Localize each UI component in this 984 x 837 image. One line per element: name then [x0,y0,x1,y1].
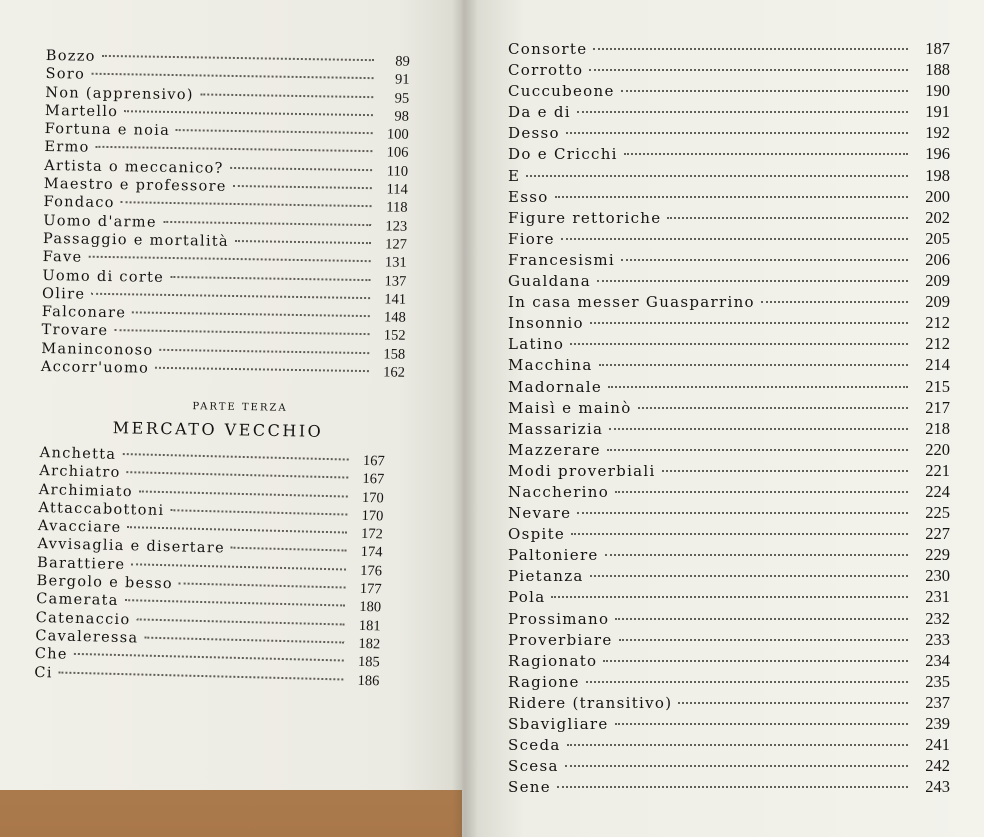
toc-entry-title: Uomo di corte [42,267,165,286]
toc-entry-page-number: 187 [925,39,950,58]
toc-entry-page-number: 209 [925,271,950,291]
toc-entry [508,776,950,797]
toc-entry-page-number: 182 [358,635,381,653]
toc-entry-page-number: 214 [925,355,950,375]
toc-entry-title: Martello [44,102,119,121]
toc-entry [508,333,950,354]
toc-entry-title: Do e Cricchi [508,145,618,164]
toc-entry-title: Ragione [508,672,580,691]
toc-entry [508,650,950,671]
toc-entry-title: Insonnio [508,314,584,333]
toc-entry [508,186,950,207]
toc-entry-title: Sceda [508,736,561,755]
toc-entry-page-number: 110 [386,163,409,180]
dot-leader [230,167,372,171]
toc-entry-page-number: 232 [925,608,950,628]
toc-entry-title: Cuccubeone [508,82,615,101]
toc-entry-page-number: 237 [925,692,950,712]
dot-leader [121,202,372,208]
toc-entry-page-number: 239 [925,714,950,733]
toc-entry-title: Avacciare [37,518,122,537]
toc-entry-page-number: 98 [394,108,410,125]
toc-entry [508,734,950,755]
toc-entry-page-number: 167 [362,471,385,488]
toc-entry [508,439,950,460]
toc-entry-title: Catenaccio [35,609,131,628]
toc-entry-page-number: 242 [925,756,950,776]
toc-entry [508,101,950,122]
dot-leader [571,533,908,535]
toc-entry-page-number: 224 [925,481,950,501]
toc-entry-title: Soro [45,66,86,83]
toc-entry [508,713,950,734]
toc-entry-title: Non (apprensivo) [45,84,194,103]
dot-leader [170,509,347,515]
dot-leader [159,349,369,354]
toc-entry-page-number: 167 [362,452,385,470]
dot-leader [91,293,370,299]
dot-leader [624,153,908,155]
toc-entry-title: Sbavigliare [508,715,609,733]
toc-entry [508,143,950,164]
dot-leader [155,367,369,372]
toc-entry-page-number: 170 [361,489,384,507]
dot-leader [593,48,908,50]
toc-entry-title: Maninconoso [41,340,154,359]
toc-entry-page-number: 172 [360,526,384,543]
toc-entry-page-number: 174 [360,544,383,561]
toc-entry [508,586,950,607]
toc-entry-title: Fiore [508,229,555,248]
dot-leader [127,471,349,478]
dot-leader [124,110,373,116]
dot-leader [619,639,908,641]
dot-leader [586,681,908,683]
toc-entry [508,418,950,439]
toc-entry-title: Madornale [508,377,603,396]
dot-leader [678,702,908,704]
toc-entry [508,207,950,228]
toc-entry-title: Che [34,646,68,664]
toc-entry-page-number: 221 [925,460,950,480]
dot-leader [603,660,908,662]
dot-leader [567,744,908,746]
toc-entry-title: Pola [508,588,546,607]
toc-entry-title: Macchina [508,356,593,375]
toc-entry-page-number: 114 [386,181,408,198]
toc-entry-page-number: 198 [925,165,950,185]
dot-leader [615,723,908,725]
toc-entry-page-number: 234 [925,650,950,670]
toc-entry [508,523,950,544]
toc-entry-title: Da e di [508,103,571,122]
toc-entry-title: Mazzerare [508,440,601,459]
dot-leader [577,111,908,113]
toc-entry [508,397,950,418]
dot-leader [551,596,908,598]
toc-entry-page-number: 177 [359,580,382,598]
toc-entry-page-number: 185 [357,654,380,671]
toc-entry-title: Gualdana [508,272,591,291]
toc-entry [508,692,950,713]
toc-entry-title: Pietanza [508,567,584,586]
toc-entry [508,608,950,629]
dot-leader [233,185,372,189]
toc-entry-page-number: 192 [925,123,950,143]
dot-leader [179,583,346,589]
dot-leader [59,671,344,680]
toc-entry-title: Passaggio e mortalità [42,230,230,250]
toc-entry [508,502,950,523]
toc-entry [508,671,950,692]
toc-entry-page-number: 212 [925,313,950,333]
toc-entry-title: Artista o meccanico? [44,157,224,177]
toc-entry-page-number: 212 [925,334,950,354]
toc-entry-page-number: 95 [394,90,410,107]
dot-leader [599,364,908,366]
dot-leader [131,563,346,570]
toc-entry [508,544,950,565]
dot-leader [570,343,908,345]
dot-leader [761,301,908,303]
dot-leader [615,491,908,493]
toc-entry-page-number: 220 [925,439,950,459]
toc-entry [508,122,950,143]
toc-entry [508,228,950,249]
toc-entry-title: Francesismi [508,250,615,269]
dot-leader [144,637,344,644]
toc-entry-page-number: 188 [925,60,950,80]
toc-entry-title: Desso [508,124,560,143]
toc-entry-title: Nevare [508,504,572,523]
dot-leader [590,575,908,577]
toc-entry [508,376,950,397]
toc-entry-page-number: 181 [358,617,381,635]
dot-leader [96,146,373,152]
toc-entry [508,270,950,291]
toc-entry-title: Anchetta [39,444,117,463]
toc-entry-title: Proverbiare [508,630,613,649]
dot-leader [102,55,374,61]
toc-entry-title: Figure rettoriche [508,208,662,227]
toc-entry-page-number: 127 [385,236,408,253]
toc-entry-page-number: 205 [925,228,950,248]
toc-entry-title: Maisì e mainò [508,398,632,417]
toc-entry-title: Fave [42,249,83,266]
toc-entry [508,249,950,270]
dot-leader [621,259,908,261]
toc-entry-title: Ospite [508,525,566,544]
dot-leader [667,217,908,219]
toc-entry-page-number: 206 [925,249,950,269]
dot-leader [114,330,369,336]
toc-entry-title: E [508,166,521,185]
toc-entry-page-number: 137 [384,272,407,290]
dot-leader [132,312,370,318]
dot-leader [590,322,908,324]
toc-entry [508,312,950,333]
toc-entry-page-number: 152 [383,327,406,345]
toc-entry-page-number: 141 [384,291,407,308]
toc-entry [508,80,950,101]
toc-entry [508,460,950,481]
toc-entry [508,354,950,375]
toc-entry-page-number: 186 [357,672,380,689]
toc-entry-title: Massarizia [508,419,604,438]
toc-entry-page-number: 190 [925,81,950,101]
toc-entry-title: Archiatro [39,463,121,482]
dot-leader [235,240,371,244]
dot-leader [597,280,908,282]
dot-leader [609,428,908,430]
dot-leader [566,132,908,134]
toc-entry-title: Modi proverbiali [508,461,656,480]
dot-leader [615,618,908,620]
toc-entry-page-number: 241 [925,735,950,755]
toc-entry-title: Ci [34,664,53,681]
toc-entry-title: Fortuna e noia [44,121,171,140]
dot-leader [577,512,908,514]
toc-entry-page-number: 230 [925,566,950,586]
toc-entry [508,565,950,586]
toc-entry-title: Barattiere [36,554,126,573]
dot-leader [555,196,908,198]
toc-list-left-top [41,47,410,382]
toc-entry-title: Sene [508,778,551,797]
dot-leader [561,238,908,240]
part-label: PARTE TERZA [192,401,288,414]
toc-entry-title: Fondaco [43,194,115,212]
toc-entry-page-number: 91 [394,71,410,89]
dot-leader [122,453,348,461]
dot-leader [136,618,344,625]
toc-entry-title: Camerata [36,591,119,610]
dot-leader [139,490,348,497]
toc-entry-page-number: 176 [360,562,383,580]
toc-entry-page-number: 229 [925,545,950,565]
toc-entry-title: Trovare [41,322,109,340]
dot-leader [231,547,347,552]
toc-entry-page-number: 235 [925,671,950,691]
toc-entry-page-number: 227 [925,524,950,544]
dot-leader [163,221,371,226]
toc-entry-page-number: 209 [925,292,950,312]
dot-leader [638,407,908,409]
toc-entry-page-number: 217 [925,397,950,417]
toc-entry-page-number: 180 [359,599,382,616]
dot-leader [589,69,908,71]
toc-entry-title: Bozzo [45,47,96,65]
dot-leader [607,449,908,451]
toc-list-left-bottom [34,444,385,690]
toc-entry [508,165,950,186]
toc-entry-page-number: 131 [384,254,407,271]
dot-leader [200,93,373,98]
toc-entry-title: Corrotto [508,61,584,80]
dot-leader [605,554,908,556]
toc-entry-title: Naccherino [508,482,610,501]
toc-entry-title: In casa messer Guasparrino [508,293,755,312]
dot-leader [176,129,373,134]
toc-entry-page-number: 118 [386,199,408,217]
toc-entry [508,38,950,59]
toc-entry-title: Accorr'uomo [40,359,150,377]
dot-leader [91,73,373,79]
toc-entry-page-number: 170 [361,507,384,525]
toc-entry-page-number: 225 [925,503,950,523]
toc-entry-page-number: 89 [395,53,410,70]
toc-entry-page-number: 196 [925,144,950,164]
toc-entry-page-number: 202 [925,207,950,227]
toc-entry-page-number: 215 [925,376,950,396]
toc-entry-title: Avvisaglia e disertare [37,536,226,558]
toc-entry-page-number: 162 [383,364,406,381]
left-page [0,0,468,790]
dot-leader [608,386,908,388]
toc-entry-title: Consorte [508,40,588,58]
dot-leader [125,599,345,606]
dot-leader [621,90,908,92]
toc-entry [508,481,950,502]
dot-leader [127,526,347,533]
toc-entry-title: Ridere (transitivo) [508,693,673,712]
toc-entry-title: Ermo [44,139,90,157]
toc-entry-page-number: 148 [383,309,406,326]
toc-entry-title: Archimiato [38,481,134,500]
toc-entry-page-number: 158 [383,346,406,363]
toc-entry-title: Esso [508,187,549,206]
dot-leader [557,786,908,788]
dot-leader [526,175,908,177]
toc-entry-page-number: 243 [925,777,950,797]
dot-leader [88,256,370,262]
toc-entry-title: Prossimano [508,609,610,628]
dot-leader [662,470,908,472]
dot-leader [170,276,370,281]
toc-entry-page-number: 100 [386,126,409,143]
dot-leader [565,765,908,767]
toc-entry-title: Attaccabottoni [38,499,165,519]
toc-entry [508,291,950,312]
toc-entry-title: Uomo d'arme [43,212,157,231]
toc-entry-page-number: 218 [925,418,950,438]
toc-entry-title: Paltoniere [508,546,599,565]
toc-entry-title: Latino [508,335,565,354]
toc-entry-title: Bergolo e besso [36,573,174,593]
toc-entry-page-number: 106 [386,144,409,162]
toc-entry-title: Falconare [41,304,127,322]
toc-entry [508,59,950,80]
toc-entry-page-number: 200 [925,186,950,206]
book-gutter [452,0,478,837]
toc-entry-title: Scesa [508,757,559,776]
dot-leader [74,653,344,662]
toc-entry-title: Ragionato [508,651,598,670]
toc-entry-page-number: 233 [925,629,950,649]
toc-entry [508,755,950,776]
toc-entry-title: Olire [41,285,86,303]
toc-entry [508,629,950,650]
toc-entry-page-number: 231 [925,587,950,607]
toc-list-right [508,38,950,797]
toc-entry-title: Maestro e professore [43,176,227,195]
section-title: MERCATO VECCHIO [112,418,324,441]
toc-entry-page-number: 123 [385,218,408,235]
toc-entry-title: Cavaleressa [35,627,139,647]
toc-entry-page-number: 191 [925,102,950,122]
